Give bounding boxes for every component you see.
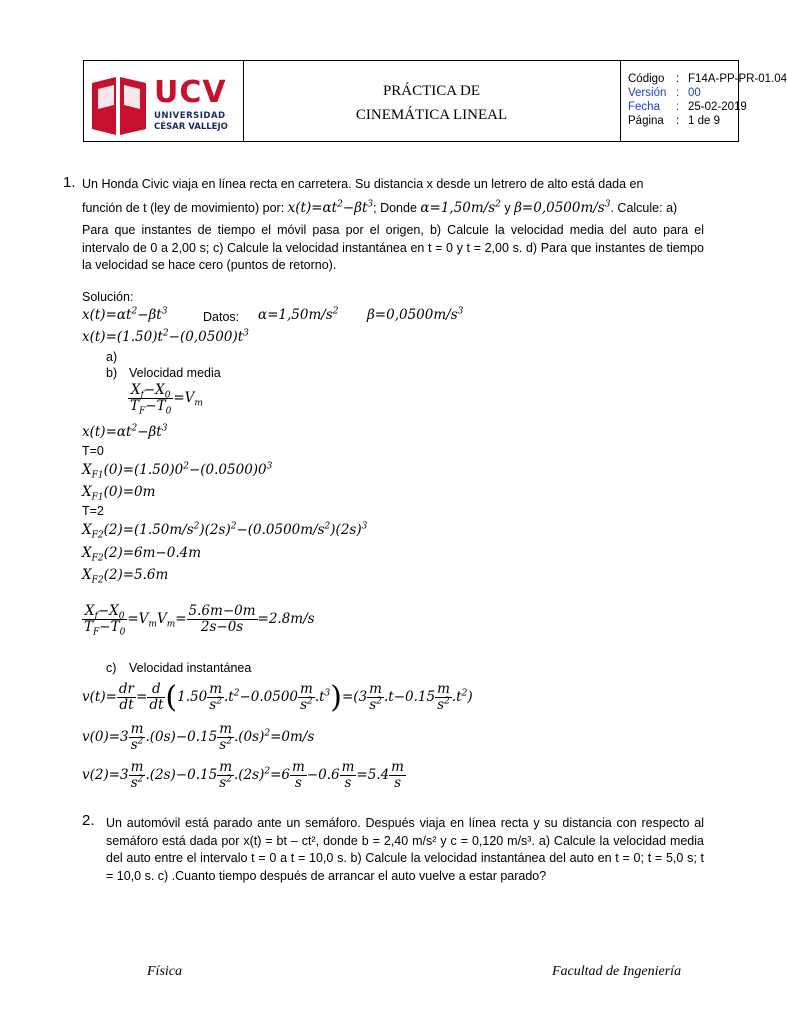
item-c-text: Velocidad instantánea	[129, 661, 252, 675]
ucv-logo-icon	[90, 75, 150, 137]
eq-v2: v(2)=3 $\frac{m}{s^2}$ .(2s)−0.15 $\frac{m}{s^2}$ $.(2s)^2=6$ $\frac{m}{s}$ −0.6 $\frac{m}{s}$ =5.4 $\frac{m}{s}$	[82, 759, 404, 791]
eq-beta: $\beta=0,0500m/s^3$	[367, 306, 464, 323]
title-cell	[243, 61, 621, 141]
t0-label: T=0	[82, 444, 104, 458]
footer-left: Física	[147, 964, 182, 979]
item-a: a)	[106, 350, 118, 364]
eq-xf2-sub: $X_{F2}(2)=6m-0.4m$	[82, 545, 202, 564]
eq-v0: v(0)=3 $\frac{m}{s^2}$ .(0s)−0.15 $\frac{m}{s^2}$ $.(0s)^2=0m/s$	[82, 721, 315, 753]
problem1-line1: Un Honda Civic viaja en línea recta en carretera. Su distancia x desde un letrero de alto está dada en	[82, 177, 644, 191]
item-b-text: Velocidad media	[129, 366, 221, 380]
eq-law: $x(t)=\alpha t^2-\beta t^3$	[82, 306, 168, 323]
footer-right: Facultad de Ingeniería	[552, 964, 682, 979]
logo-line2: CÉSAR VALLEJO	[154, 122, 228, 132]
logo-cell	[84, 61, 244, 141]
title-line2: CINEMÁTICA LINEAL	[355, 107, 508, 123]
datos-label: Datos:	[203, 310, 240, 324]
eq-xf2-2: $X_{F2}(2)=(1.50m/s^2)(2s)^2-(0.0500m/s^2)(2s)^3$	[82, 521, 368, 541]
eq-law-numeric: $x(t)=(1.50)t^2-(0,0500)t^3$	[82, 328, 249, 345]
eq-xf1-0: $X_{F1}(0)=(1.50)0^2-(0.0500)0^3$	[82, 461, 273, 481]
eq-alpha: $\alpha=1,50m/s^2$	[258, 306, 339, 323]
meta-pagina: Página : 1 de 9	[628, 115, 720, 127]
document-header	[83, 60, 787, 142]
eq-law-2: $x(t)=\alpha t^2-\beta t^3$	[82, 423, 168, 440]
eq-vmedia-def: $\frac{X_f-X_0}{T_F-T_0}$ $=V_m$	[130, 382, 203, 417]
eq-xf2-result: $X_{F2}(2)=5.6m$	[82, 567, 169, 586]
problem1-number: 1.	[63, 174, 76, 191]
t2-label: T=2	[82, 504, 104, 518]
problem1-line2: función de t (ley de movimiento) por: $x(t)=\alpha t^2-\beta t^3$; Donde $\alpha=1,50m/s^2$ y $\beta=0,0500m/s^3$. Calcule: a)	[82, 199, 678, 216]
logo-ucv-text: UCV	[154, 75, 227, 110]
problem2-number: 2.	[82, 812, 95, 829]
eq-vmedia-result: $\frac{X_f-X_0}{T_F-T_0}$ $=V_mV_m=$ $\frac{5.6m-0m}{2s-0s}$ =2.8m/s	[84, 603, 315, 638]
meta-codigo: Código : F14A-PP-PR-01.04	[628, 73, 787, 85]
item-c: c)	[106, 661, 117, 675]
logo-line1: UNIVERSIDAD	[154, 111, 226, 121]
meta-version: Versión : 00	[628, 87, 701, 99]
solution-label: Solución:	[82, 290, 134, 304]
problem1-text: Para que instantes de tiempo el móvil pasa por el origen, b) Calcule la velocidad media del auto para el intervalo de 0 a 2,00 s; c) Calcule la velocidad instantánea en t = 0 y t = 2,00 s. d) Para que instantes de tiempo la velocidad se hace cero (puntos de retorno).	[82, 223, 704, 272]
item-b: b)	[106, 366, 118, 380]
meta-cell	[620, 61, 787, 141]
eq-vinst-def: v(t)= $\frac{dr}{dt}$ = $\frac{d}{dt}$ (1.50 $\frac{m}{s^2}$ $.t^2-0.0500$ $\frac{m}{s^2}$ $.t^3)=(3$ $\frac{m}{s^2}$ .t−0.15 $\frac{m}{s^2}$ $.t^2$)	[82, 680, 473, 715]
meta-fecha: Fecha : 25-02-2019	[628, 101, 747, 113]
title-line1: PRÁCTICA DE	[382, 83, 481, 99]
problem2-text: Un automóvil está parado ante un semáforo. Después viaja en línea recta y su distancia con respecto al semáforo está dada por x(t) = bt – ct², donde b = 2,40 m/s² y c = 0,120 m/s³. a) Calcule la velocidad media del auto entre el intervalo t = 0 a t = 10,0 s. b) Calcule la velocidad instantánea del auto en t = 0; t = 5,0 s; t = 10,0 s. c) .Cuanto tiempo después de arrancar el auto vuelve a estar parado?	[106, 816, 704, 883]
eq-xf1-result: $X_{F1}(0)=0m$	[82, 484, 156, 503]
